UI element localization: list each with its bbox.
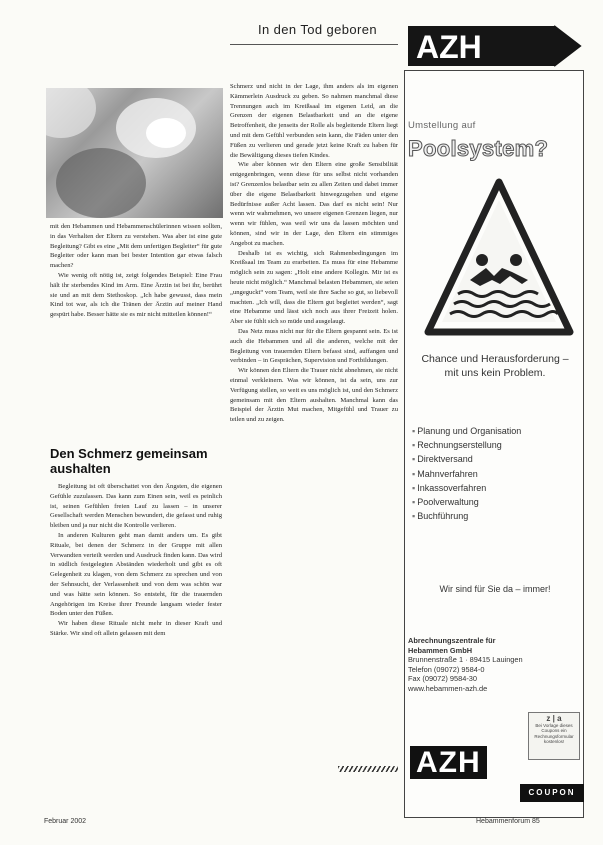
azh-brand-bottom [410,744,520,782]
paragraph: mit den Hebammen und Hebammenschülerinnen wissen sollten, in das Verhalten der Eltern zu verstehen. Was aber ist eine gute Begleitung? Gibt es eine „Mit dem unfertigen Begleiter“ für gute Begleiter oder kann man bei bester Intention gar etwas falsch machen? [50,223,222,270]
phone-line: Telefon (09072) 9584-0 [408,664,485,674]
article-photo [46,88,223,218]
azh-brand-text: AZH [410,746,487,779]
left-column-top [50,222,222,320]
ad-address-block [408,636,528,694]
list-item: ▪ Mahnverfahren [412,467,580,481]
fax-line: Fax (09072) 9584-30 [408,674,478,684]
ad-services-list [412,424,580,523]
running-title: In den Tod geboren [258,22,378,37]
list-item: ▪ Rechnungserstellung [412,438,580,452]
section-heading: Den Schmerz gemeinsam aushalten [50,446,208,476]
ad-headline: Poolsystem? [408,136,549,161]
header-rule [230,44,398,45]
paragraph: Wir können den Eltern die Trauer nicht abnehmen, sie nicht einmal verkleinern. Was wir können, ist da sein, uns zur Verfügung stellen, so weit es uns möglich ist, und den Schmerz gemeinsam mit den Eltern aushalten. Manchmal kann das Beispiel der Ärztin Mut machen, Mitgefühl und Trauer zu teilen und zu zeigen. [230,367,398,424]
paragraph: Wie wenig oft nötig ist, zeigt folgendes Beispiel: Eine Frau hält ihr sterbendes Kind im Arm. Eine Ärztin ist bei ihr, berührt sie und an mit dem Stethoskop. „Ich habe gewusst, dass mein Kind tot war, als ich die Tränen der Ärztin auf meiner Hand gespürt habe. Besser hätte sie es mir nicht mitteilen können!“ [50,271,222,319]
coupon-label: COUPON [520,784,584,802]
paragraph: Deshalb ist es wichtig, sich Rahmenbedingungen im Kreißsaal im Team zu erarbeiten. Es muss für eine Hebamme möglich sein zu sagen: „Holt eine andere Kollegin. Mir ist es heute nicht möglich.“ Manchmal belasten Hebammen, sie seien „ungeguckt“ vom Team, weil sie ihre Sache so gut, so liebevoll machten. „Ich will, dass die Eltern gut begleitet werden“, sagt eine Hebamme und lässt sich noch aus ihrer Freizeit holen. Aber sie fühlt sich so müde und ausgelaugt. [230,249,398,326]
list-item: ▪ Inkassoverfahren [412,481,580,495]
list-item: ▪ Planung und Organisation [412,424,580,438]
footer-issue: Februar 2002 [44,818,87,825]
paragraph: Schmerz und nicht in der Lage, ihm anders als im eigenen Kämmerlein Ausdruck zu geben. So nahmen manchmal diese Trennungen auch im Kreißsaal im eigenen Leid, an die Grenzen der eigenen Belastbarkeit und an die eigene Betroffenheit, die jenseits der Rolle als begleitende Eltern liegt und mit dem Gefühl verbunden sein kann, die Fäden unter den Füßen zu verlieren und gerade jetzt keine Kraft zu haben für die Bewältigung dieses tiefen Kindes. [230,83,398,159]
ad-company-name: Abrechnungszentrale für Hebammen GmbH [408,636,496,655]
azh-logo-text: AZH [416,29,482,65]
list-item: ▪ Direktversand [412,452,580,466]
pool-warning-sign-icon [424,176,574,338]
coupon-stamp-mark: z | a [546,714,562,723]
paragraph: Wir haben diese Rituale nicht mehr in dieser Kraft und Stärke. Wir sind oft allein gelassen mit dem [50,620,222,637]
ad-slogan: Chance und Herausforderung – mit uns kein Problem. [421,353,569,379]
footer-page-number: Hebammenforum 85 [476,818,540,825]
ad-availability: Wir sind für Sie da – immer! [439,584,551,594]
azh-logo [404,20,584,70]
list-item: ▪ Poolverwaltung [412,495,580,509]
middle-column [230,82,398,425]
paragraph: Das Netz muss nicht nur für die Eltern gespannt sein. Es ist auch die Hebammen und all die anderen, welche mit der Begleitung von trauernden Eltern befasst sind, auffangen und verbinden – in Gesprächen, Supervision und Fortbildungen. [230,327,398,365]
paragraph: Begleitung ist oft überschattet von den Ängsten, die eigenen Gefühle zuzulassen. Das kann zum Einen sein, weil es peinlich ist, seinen Gefühlen freien Lauf zu lassen – in unserer Gesellschaft werden Menschen bewundert, die gefasst und ruhig bleiben und ja nur nicht die Kontrolle verlieren. [50,483,222,530]
left-column-bottom [50,482,222,639]
ad-hook: Umstellung auf [408,120,476,131]
list-item: ▪ Buchführung [412,509,580,523]
article-end-mark [338,766,398,772]
address-line: Brunnenstraße 1 · 89415 Lauingen [408,655,523,665]
paragraph: Wie aber können wir den Eltern eine große Sensibilität entgegenbringen, wenn diese für uns selbst nicht vorhanden ist? Grenzenlos belastbar sein zu allen Zeiten und dabei immer über die eigene Belastbarkeit hinwegzugehen und eigene Bedürfnisse außer Acht lassen. Das darf es nicht sein! Nur wenn wir wahrnehmen, wo unsere eigenen Grenzen liegen, nur wenn wir fühlen, was weil wir uns da lassen möchten und können, sind wir in der Lage, den Eltern ein stimmiges Angebot zu machen. [230,161,398,247]
website-link[interactable]: www.hebammen-azh.de [408,683,488,693]
paragraph: In anderen Kulturen geht man damit anders um. Es gibt Rituale, bei denen der Schmerz in der Gruppe mit allen Verwandten verteilt werden und Ausdruck finden kann. Das wird in südlich festgelegten Abständen wiederholt und gibt es oft Gelegenheit zu klagen, von dem Schmerz zu sprechen und von der Sehnsucht, der Verlassenheit und von dem was schön war und was hätte sein können. So entsteht, für die trauernden Angehörigen im Kreise ihrer Freunde langsam wieder fester Boden unter den Füßen. [50,531,222,618]
coupon-stamp: Bei Vorlage dieses Coupons ein Rechnungsformular kostenlos! [528,712,580,760]
